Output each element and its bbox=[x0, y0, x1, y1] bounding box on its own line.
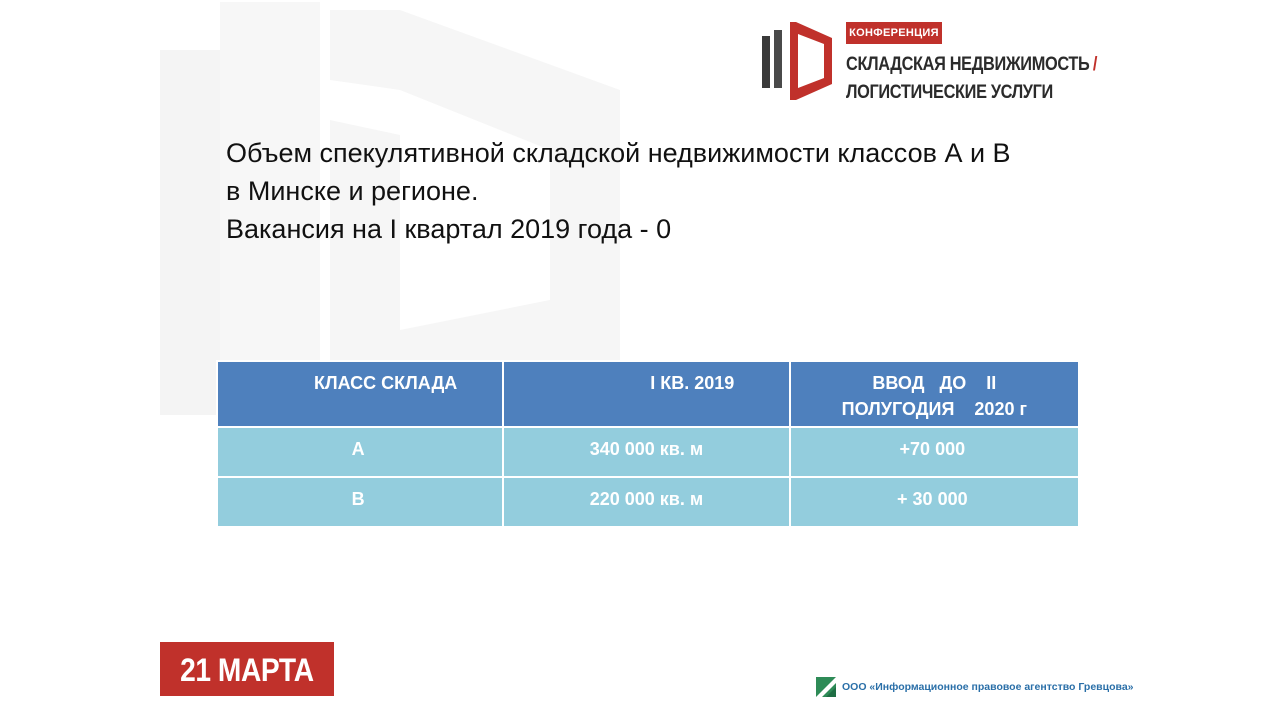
table-row bbox=[217, 427, 1079, 477]
heading-line-3: Вакансия на I квартал 2019 года - 0 bbox=[226, 214, 672, 244]
cell-volume: 220 000 кв. м bbox=[503, 477, 789, 527]
conference-badge: КОНФЕРЕНЦИЯ bbox=[846, 22, 942, 44]
cell-class: А bbox=[217, 427, 503, 477]
cell-volume: 340 000 кв. м bbox=[503, 427, 789, 477]
organization-footer bbox=[816, 676, 1134, 698]
conference-logo bbox=[760, 20, 1120, 110]
heading-line-2: в Минске и регионе. bbox=[226, 176, 479, 206]
conference-title-line-1: СКЛАДСКАЯ НЕДВИЖИМОСТЬ / bbox=[846, 54, 1098, 75]
table-row bbox=[217, 477, 1079, 527]
cell-commissioning: + 30 000 bbox=[790, 477, 1079, 527]
header-commissioning: ВВОД ДО II ПОЛУГОДИЯ 2020 г bbox=[790, 361, 1079, 427]
conference-title-line-2: ЛОГИСТИЧЕСКИЕ УСЛУГИ bbox=[846, 82, 1053, 103]
header-q1-2019: I КВ. 2019 bbox=[503, 361, 789, 427]
table-header-row bbox=[217, 361, 1079, 427]
agency-logo-icon bbox=[816, 677, 836, 697]
organization-name: ООО «Информационное правовое агентство Гревцова» bbox=[842, 681, 1134, 693]
warehouse-volume-table bbox=[216, 360, 1080, 528]
slide-heading bbox=[226, 134, 1126, 248]
conference-logo-mark-icon bbox=[760, 20, 840, 102]
date-badge: 21 МАРТА bbox=[160, 642, 334, 696]
conference-title-slash: / bbox=[1092, 54, 1098, 75]
cell-commissioning: +70 000 bbox=[790, 427, 1079, 477]
header-warehouse-class: КЛАСС СКЛАДА bbox=[217, 361, 503, 427]
cell-class: В bbox=[217, 477, 503, 527]
heading-line-1: Объем спекулятивной складской недвижимости классов А и В bbox=[226, 138, 1011, 168]
